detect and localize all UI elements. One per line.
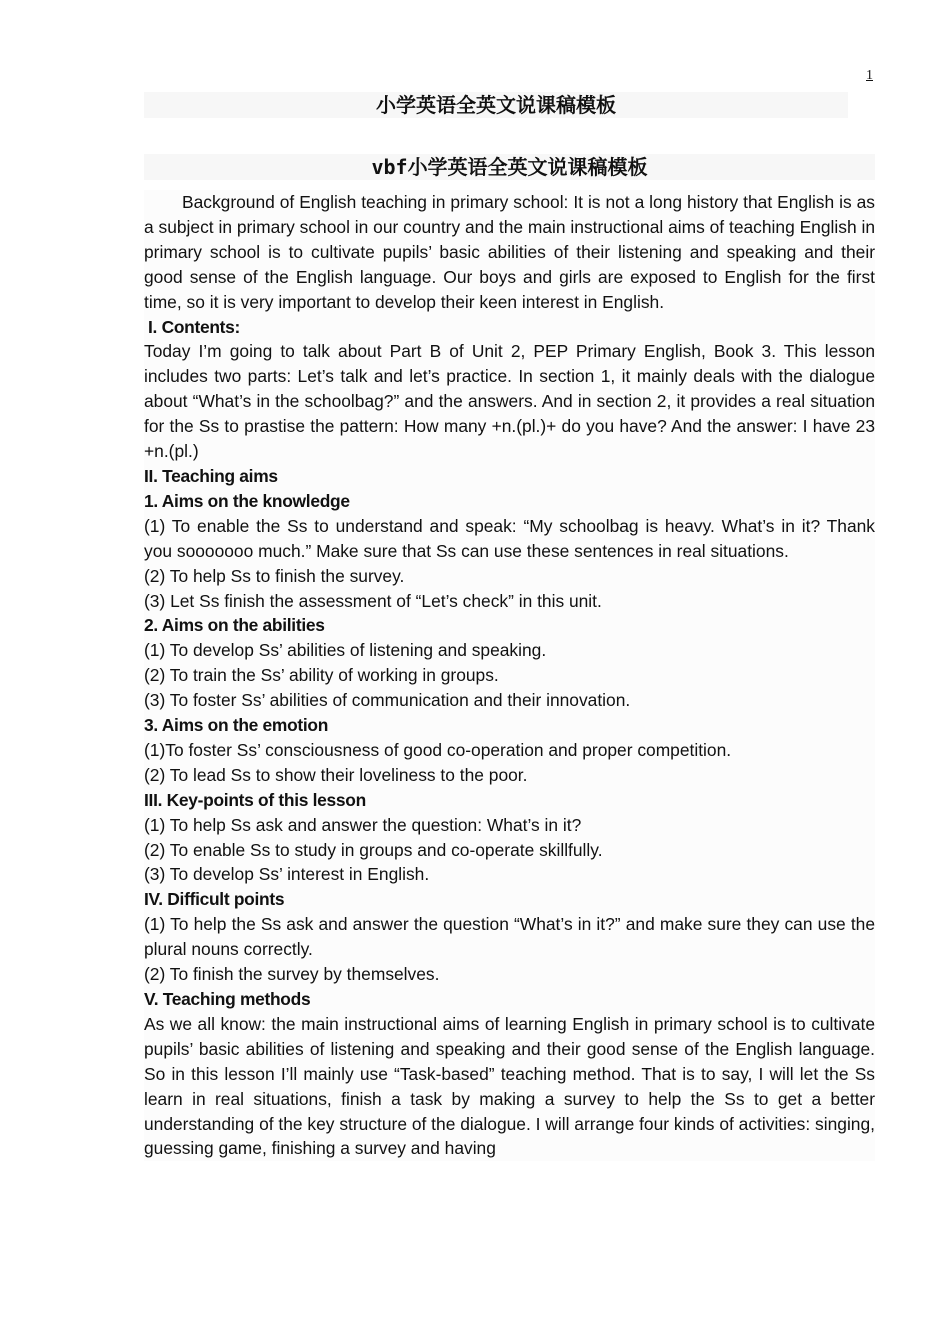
document-subtitle (144, 154, 875, 180)
difficult-points-heading: IV. Difficult points (144, 887, 875, 912)
document-body (144, 190, 875, 1161)
list-item: (2) To finish the survey by themselves. (144, 962, 875, 987)
abilities-aims-heading: 2. Aims on the abilities (144, 613, 875, 638)
list-item: (1) To develop Ss’ abilities of listening and speaking. (144, 638, 875, 663)
list-item: (2) To help Ss to finish the survey. (144, 564, 875, 589)
subtitle-text: 小学英语全英文说课稿模板 (407, 155, 648, 179)
page-title: 小学英语全英文说课稿模板 (144, 92, 848, 118)
subtitle-prefix: vbf (371, 155, 408, 179)
list-item: (1) To enable the Ss to understand and speak: “My schoolbag is heavy. What’s in it? Thank you sooooooo much.” Make sure that Ss can use these sentences in real situations. (144, 514, 875, 564)
list-item: (1) To help Ss ask and answer the question: What’s in it? (144, 813, 875, 838)
teaching-aims-heading: II. Teaching aims (144, 464, 875, 489)
knowledge-aims-heading: 1. Aims on the knowledge (144, 489, 875, 514)
page-number: 1 (866, 68, 873, 83)
list-item: (2) To lead Ss to show their loveliness to the poor. (144, 763, 875, 788)
emotion-aims-heading: 3. Aims on the emotion (144, 713, 875, 738)
list-item: (3) To foster Ss’ abilities of communication and their innovation. (144, 688, 875, 713)
list-item: (1)To foster Ss’ consciousness of good co-operation and proper competition. (144, 738, 875, 763)
teaching-methods-paragraph: As we all know: the main instructional aims of learning English in primary school is to cultivate pupils’ basic abilities of listening and speaking and their good sense of the English language. So in this lesson I’ll mainly use “Task-based” teaching method. That is to say, I will let the Ss learn in real situations, finish a task by making a survey to help the Ss to get a better understanding of the key structure of the dialogue. I will arrange four kinds of activities: singing, guessing game, finishing a survey and having (144, 1012, 875, 1161)
list-item: (2) To enable Ss to study in groups and co-operate skillfully. (144, 838, 875, 863)
key-points-heading: III. Key-points of this lesson (144, 788, 875, 813)
list-item: (1) To help the Ss ask and answer the question “What’s in it?” and make sure they can use the plural nouns correctly. (144, 912, 875, 962)
contents-paragraph: Today I’m going to talk about Part B of Unit 2, PEP Primary English, Book 3. This lesson includes two parts: Let’s talk and let’s practice. In section 1, it mainly deals with the dialogue about “What’s in the schoolbag?” and the answers. And in section 2, it provides a real situation for the Ss to prastise the pattern: How many +n.(pl.)+ do you have? And the answer: I have 23 +n.(pl.) (144, 339, 875, 464)
list-item: (3) To develop Ss’ interest in English. (144, 862, 875, 887)
list-item: (3) Let Ss finish the assessment of “Let’s check” in this unit. (144, 589, 875, 614)
teaching-methods-heading: V. Teaching methods (144, 987, 875, 1012)
contents-heading: I. Contents: (144, 315, 875, 340)
background-paragraph: Background of English teaching in primary school: It is not a long history that English is as a subject in primary school in our country and the main instructional aims of teaching English in primary school is to cultivate pupils’ basic abilities of their listening and speaking and their good sense of the English language. Our boys and girls are exposed to English for the first time, so it is very important to develop their keen interest in English. (144, 190, 875, 315)
list-item: (2) To train the Ss’ ability of working in groups. (144, 663, 875, 688)
